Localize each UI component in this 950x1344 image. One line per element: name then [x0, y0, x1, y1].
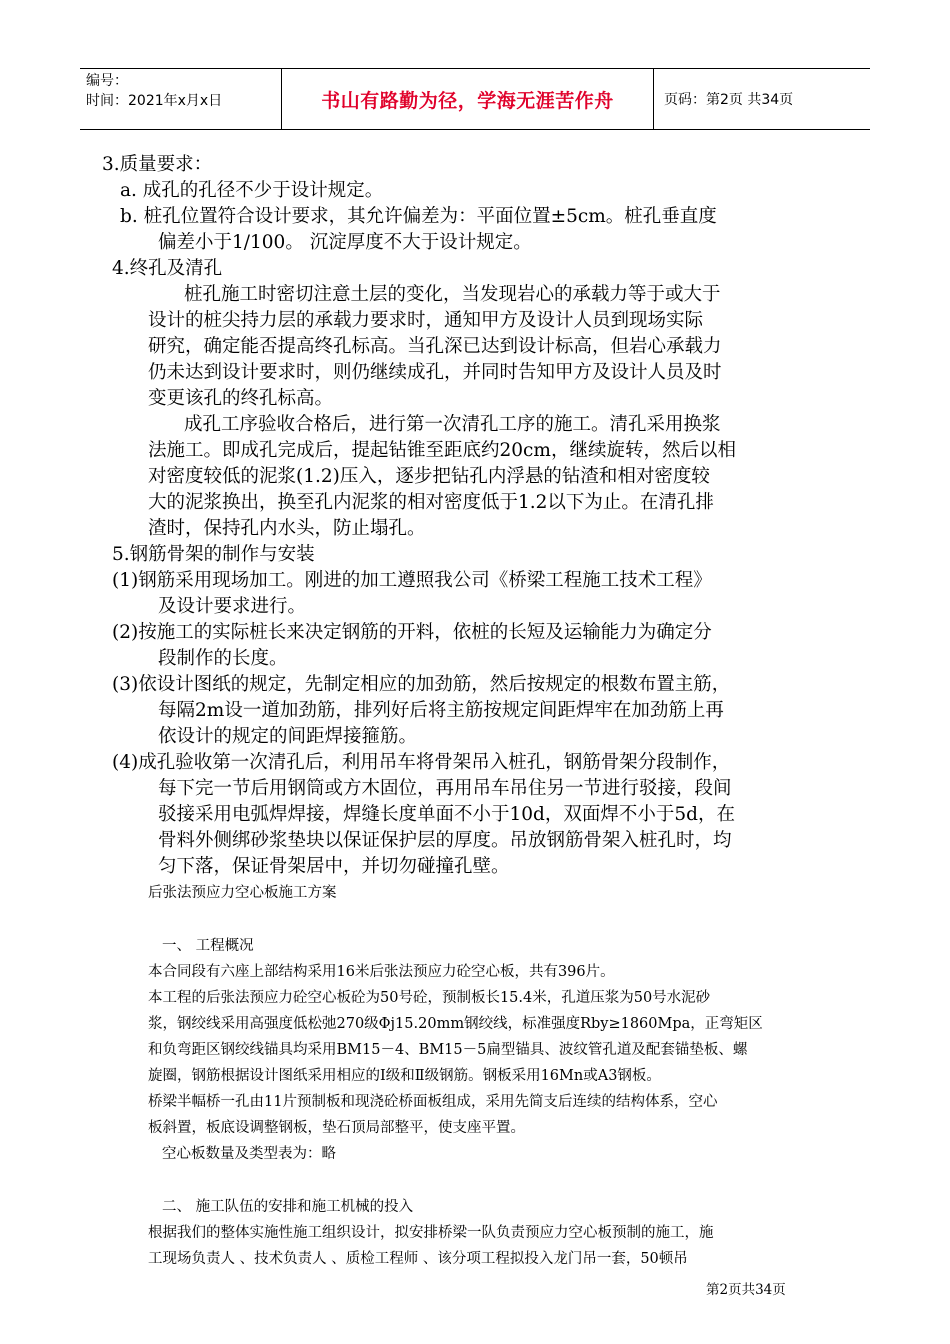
- heading-quality: 3.质量要求：: [102, 154, 213, 175]
- body-line: 对密度较低的泥浆(1.2)压入，逐步把钻孔内浮悬的钻渣和相对密度较: [148, 466, 710, 487]
- body-line: 驳接采用电弧焊焊接，焊缝长度单面不小于10d，双面焊不小于5d，在: [158, 804, 735, 825]
- small-line: 工现场负责人 、技术负责人 、质检工程师 、该分项工程拟投入龙门吊一套，50顿吊: [148, 1251, 688, 1267]
- body-line: (2)按施工的实际桩长来决定钢筋的开料，依桩的长短及运输能力为确定分: [112, 622, 712, 643]
- small-line: 根据我们的整体实施性施工组织设计，拟安排桥梁一队负责预应力空心板预制的施工，施: [148, 1225, 714, 1241]
- section-title: 后张法预应力空心板施工方案: [148, 885, 337, 901]
- header-page-label: 页码：第2页 共34页: [664, 92, 794, 108]
- body-line: 骨料外侧绑砂浆垫块以保证保护层的厚度。吊放钢筋骨架入桩孔时，均: [158, 830, 732, 851]
- number-label: 编号：: [86, 73, 128, 89]
- small-line: 板斜置，板底设调整钢板，垫石顶局部整平，使支座平置。: [148, 1120, 525, 1136]
- small-line: 空心板数量及类型表为：略: [162, 1146, 336, 1162]
- body-line: (4)成孔验收第一次清孔后，利用吊车将骨架吊入桩孔，钢筋骨架分段制作，: [112, 752, 731, 773]
- body-line: 研究，确定能否提高终孔标高。当孔深已达到设计标高，但岩心承载力: [148, 336, 722, 357]
- body-line: 桩孔施工时密切注意土层的变化，当发现岩心的承载力等于或大于: [184, 284, 721, 305]
- body-line: 渣时，保持孔内水头，防止塌孔。: [148, 518, 426, 539]
- small-line: 浆，钢绞线采用高强度低松弛270级Φj15.20mm钢绞线，标准强度Rby≥1860Mpa，正弯矩区: [148, 1016, 763, 1032]
- heading-final-hole: 4.终孔及清孔: [112, 258, 223, 279]
- body-line: 法施工。即成孔完成后，提起钻锥至距底约20cm，继续旋转，然后以相: [148, 440, 736, 461]
- header-meta: [80, 69, 282, 129]
- small-line: 桥梁半幅桥一孔由11片预制板和现浇砼桥面板组成，采用先简支后连续的结构体系，空心: [148, 1094, 718, 1110]
- body-line: 变更该孔的终孔标高。: [148, 388, 334, 409]
- page-footer: 第2页共34页: [706, 1282, 786, 1298]
- body-line: b. 桩孔位置符合设计要求，其允许偏差为：平面位置±5cm。桩孔垂直度: [120, 206, 717, 227]
- body-line: (1)钢筋采用现场加工。刚进的加工遵照我公司《桥梁工程施工技术工程》: [112, 570, 712, 591]
- small-line: 旋圈，钢筋根据设计图纸采用相应的Ⅰ级和Ⅱ级钢筋。钢板采用16Mn或A3钢板。: [148, 1068, 661, 1084]
- body-line: 匀下落，保证骨架居中，并切勿碰撞孔壁。: [158, 856, 510, 877]
- body-line: 每下完一节后用钢筒或方木固位，再用吊车吊住另一节进行驳接，段间: [158, 778, 732, 799]
- body-line: 大的泥浆换出，换至孔内泥浆的相对密度低于1.2以下为止。在清孔排: [148, 492, 714, 513]
- body-line: 及设计要求进行。: [158, 596, 307, 617]
- date-label: 时间：2021年x月x日: [86, 93, 223, 109]
- body-line: 每隔2m设一道加劲筋，排列好后将主筋按规定间距焊牢在加劲筋上再: [158, 700, 724, 721]
- body-line: 偏差小于1/100。 沉淀厚度不大于设计规定。: [158, 232, 532, 253]
- body-line: 依设计的规定的间距焊接箍筋。: [158, 726, 418, 747]
- section-heading: 二、 施工队伍的安排和施工机械的投入: [162, 1199, 414, 1215]
- small-line: 本合同段有六座上部结构采用16米后张法预应力砼空心板，共有396片。: [148, 964, 615, 980]
- header-slogan: 书山有路勤为径，学海无涯苦作舟: [282, 69, 654, 129]
- heading-rebar-cage: 5.钢筋骨架的制作与安装: [112, 544, 315, 565]
- page-header: [80, 68, 870, 130]
- section-heading: 一、 工程概况: [162, 938, 254, 954]
- small-line: 和负弯距区钢绞线锚具均采用BM15－4、BM15－5扁型锚具、波纹管孔道及配套锚垫板、螺: [148, 1042, 748, 1058]
- body-line: 成孔工序验收合格后，进行第一次清孔工序的施工。清孔采用换浆: [184, 414, 721, 435]
- body-line: (3)依设计图纸的规定，先制定相应的加劲筋，然后按规定的根数布置主筋，: [112, 674, 731, 695]
- body-line: a. 成孔的孔径不少于设计规定。: [120, 180, 384, 201]
- body-line: 设计的桩尖持力层的承载力要求时，通知甲方及设计人员到现场实际: [148, 310, 704, 331]
- body-line: 仍未达到设计要求时，则仍继续成孔，并同时告知甲方及设计人员及时: [148, 362, 722, 383]
- small-line: 本工程的后张法预应力砼空心板砼为50号砼，预制板长15.4米，孔道压浆为50号水泥砂: [148, 990, 711, 1006]
- body-line: 段制作的长度。: [158, 648, 288, 669]
